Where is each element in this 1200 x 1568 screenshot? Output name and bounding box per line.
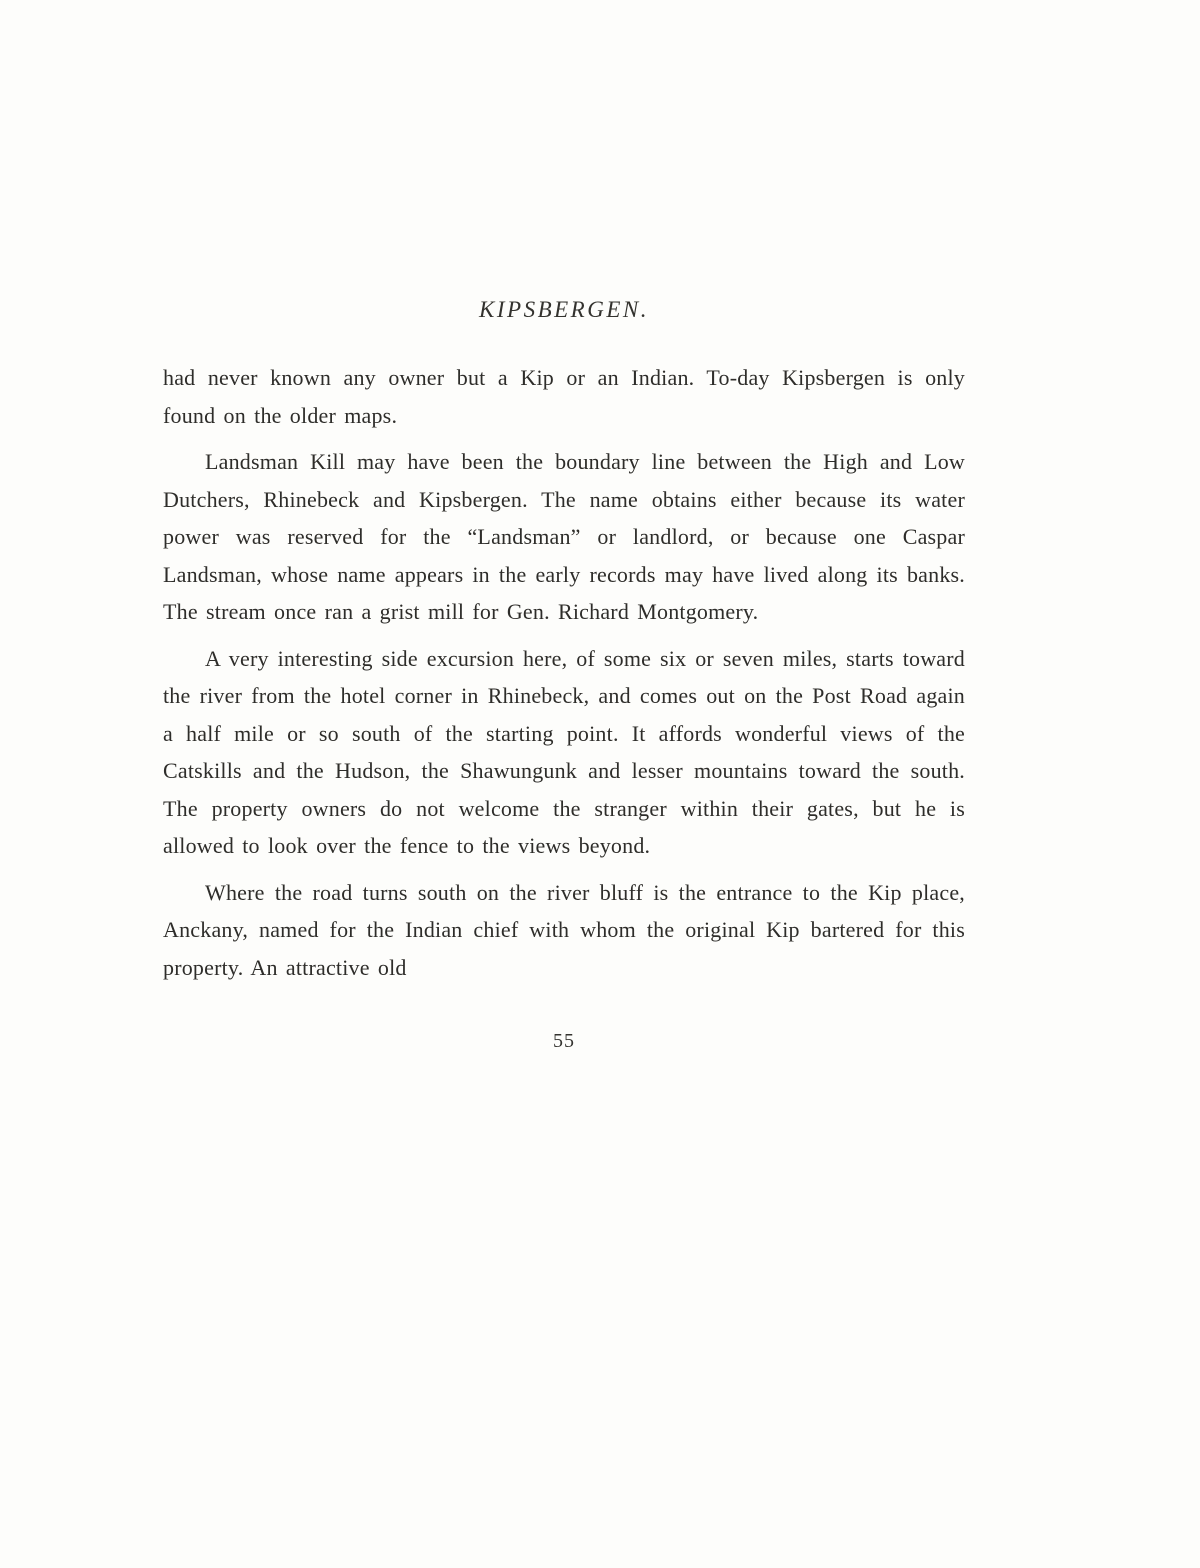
body-text <box>163 359 965 986</box>
paragraph-2: Landsman Kill may have been the boundary line between the High and Low Dutchers, Rhinebeck and Kipsbergen. The name obtains either because its water power was reserved for the “Landsman” or landlord, or because one Caspar Landsman, whose name appears in the early records may have lived along its banks. The stream once ran a grist mill for Gen. Richard Montgomery. <box>163 449 965 624</box>
running-head-title: KIPSBERGEN. <box>479 297 649 322</box>
paragraph-1: had never known any owner but a Kip or an Indian. To-day Kipsbergen is only found on the older maps. <box>163 365 965 428</box>
page-number: 55 <box>553 1030 575 1052</box>
paragraph-3: A very interesting side excursion here, of some six or seven miles, starts toward the river from the hotel corner in Rhinebeck, and comes out on the Post Road again a half mile or so south of the starting point. It affords wonderful views of the Catskills and the Hudson, the Shawungunk and lesser mountains toward the south. The property owners do not welcome the stranger within their gates, but he is allowed to look over the fence to the views beyond. <box>163 645 965 858</box>
text-column <box>163 297 965 1053</box>
paragraph-4: Where the road turns south on the river bluff is the entrance to the Kip place, Anckany, named for the Indian chief with whom the original Kip bartered for this property. An attractive old <box>163 879 965 980</box>
